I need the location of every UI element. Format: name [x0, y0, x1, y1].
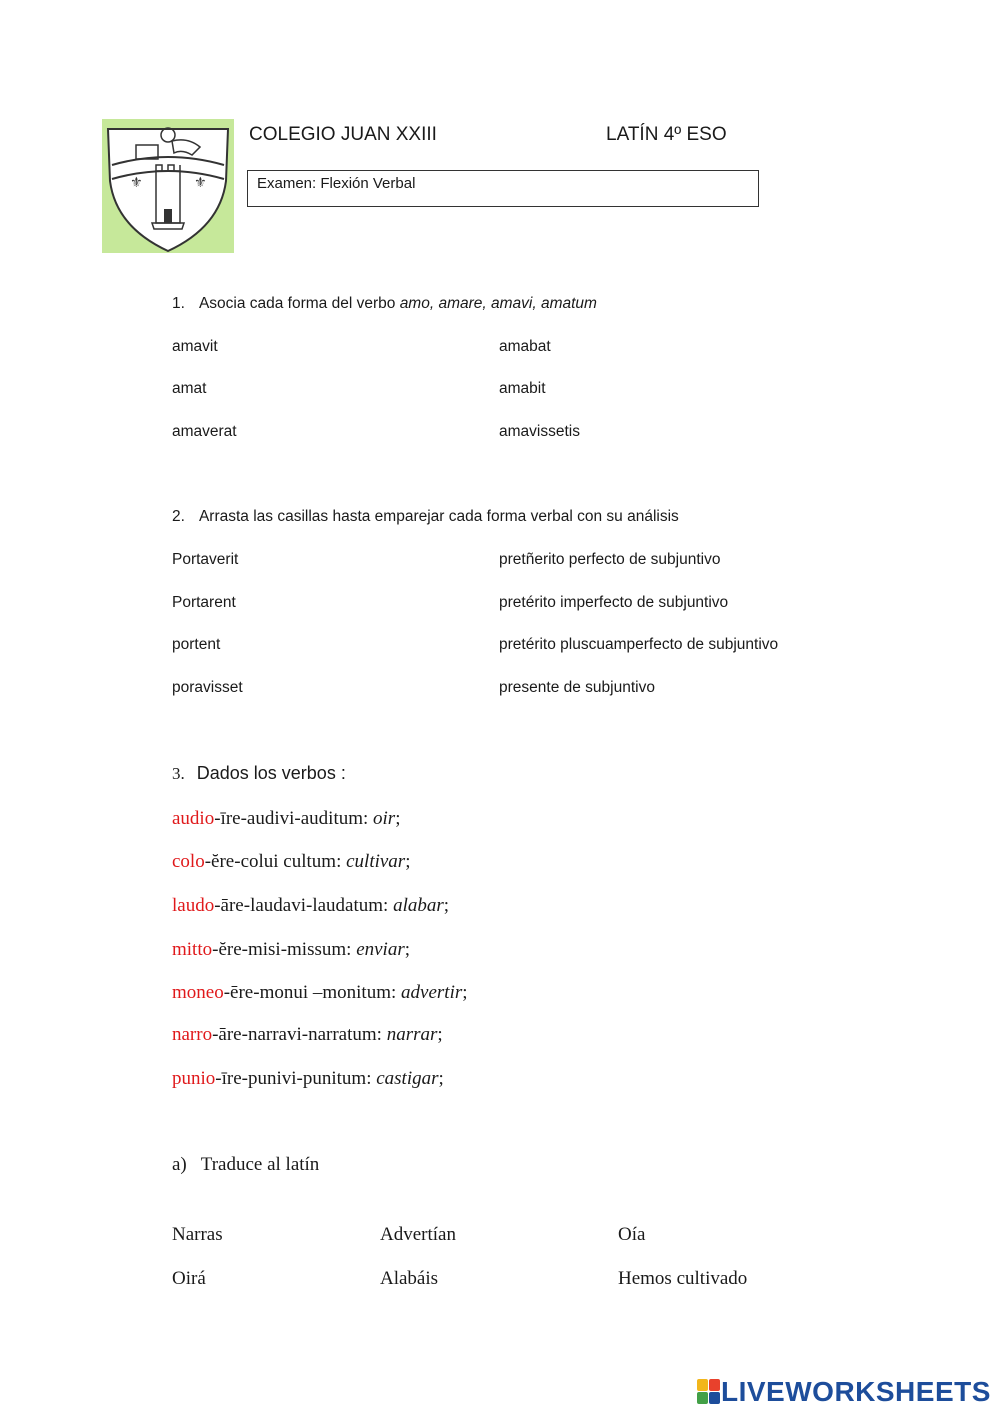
question-text: Arrasta las casillas hasta emparejar cada forma verbal con su análisis	[198, 508, 679, 525]
verb-meaning: castigar	[376, 1068, 439, 1089]
q2-right-item[interactable]: presente de subjuntivo	[499, 679, 655, 696]
verb-entry	[172, 982, 468, 1004]
verb-end: ;	[462, 982, 468, 1003]
svg-text:⚜: ⚜	[194, 175, 207, 191]
verb-entry	[172, 808, 401, 830]
question-text: Asocia cada forma del verbo	[198, 295, 400, 312]
translate-item: Narras	[172, 1224, 223, 1245]
verb-forms: -ĕre-misi-missum:	[212, 939, 357, 960]
verb-meaning: alabar	[393, 895, 444, 916]
svg-text:⚜: ⚜	[130, 175, 143, 191]
verb-entry	[172, 851, 411, 873]
subquestion-label: a)	[172, 1154, 187, 1175]
q2-right-item[interactable]: pretérito imperfecto de subjuntivo	[499, 594, 729, 611]
verb-end: ;	[443, 895, 450, 916]
q1-left-item[interactable]: amat	[172, 380, 207, 397]
brand-name: LIVEWORKSHEETS	[721, 1376, 991, 1407]
translate-item: Hemos cultivado	[618, 1268, 748, 1289]
verb-root: narro	[172, 1024, 213, 1045]
verb-end: ;	[437, 1024, 443, 1045]
liveworksheets-logo-icon	[697, 1379, 721, 1405]
crest-icon	[102, 119, 234, 253]
verb-end: ;	[405, 851, 411, 872]
translate-item: Oirá	[172, 1268, 206, 1289]
verb-meaning: narrar	[386, 1024, 438, 1045]
question-text: Dados los verbos :	[196, 763, 346, 783]
q2-left-item[interactable]: Portaverit	[172, 551, 239, 568]
verb-end: ;	[395, 808, 401, 829]
translate-item: Oía	[618, 1224, 646, 1245]
question-1	[172, 295, 597, 313]
verb-root: laudo	[172, 895, 215, 916]
q1-left-item[interactable]: amavit	[172, 338, 218, 355]
q1-right-item[interactable]: amabat	[499, 338, 551, 355]
course-name: LATÍN 4º ESO	[606, 124, 727, 145]
verb-end: ;	[404, 939, 411, 960]
q1-right-item[interactable]: amabit	[499, 380, 546, 397]
liveworksheets-brand	[697, 1375, 991, 1409]
verb-meaning: advertir	[401, 982, 463, 1003]
verb-end: ;	[438, 1068, 444, 1089]
verb-root: mitto	[172, 939, 213, 960]
verb-entry	[172, 895, 449, 917]
question-number: 1.	[172, 295, 185, 312]
verb-meaning: enviar	[356, 939, 405, 960]
q2-left-item[interactable]: portent	[172, 636, 221, 653]
q1-right-item[interactable]: amavissetis	[499, 423, 580, 440]
subquestion-text: Traduce al latín	[200, 1154, 320, 1175]
verb-meaning: oir	[373, 808, 396, 829]
verb-root: audio	[172, 808, 215, 829]
translate-item: Alabáis	[380, 1268, 439, 1289]
verb-forms: -ēre-monui –monitum:	[223, 982, 402, 1003]
verb-forms: -āre-narravi-narratum:	[212, 1024, 387, 1045]
subquestion-a	[172, 1154, 319, 1176]
translate-item: Advertían	[380, 1224, 456, 1245]
question-number: 3.	[172, 764, 185, 783]
verb-entry	[172, 1024, 443, 1046]
q2-left-item[interactable]: poravisset	[172, 679, 243, 696]
question-number: 2.	[172, 508, 185, 525]
verb-root: punio	[172, 1068, 216, 1089]
school-name: COLEGIO JUAN XXIII	[249, 124, 437, 145]
exam-title-box	[247, 170, 759, 207]
q1-left-item[interactable]: amaverat	[172, 423, 237, 440]
exam-title: Examen: Flexión Verbal	[257, 175, 416, 192]
school-crest-logo	[102, 119, 234, 253]
verb-root: moneo	[172, 982, 224, 1003]
question-2	[172, 508, 679, 526]
verb-root: colo	[172, 851, 205, 872]
q2-left-item[interactable]: Portarent	[172, 594, 236, 611]
verb-forms: -ĕre-colui cultum:	[204, 851, 347, 872]
verb-entry	[172, 939, 410, 961]
verb-forms: -īre-punivi-punitum:	[215, 1068, 377, 1089]
verb-entry	[172, 1068, 444, 1090]
question-verb: amo, amare, amavi, amatum	[399, 295, 597, 312]
question-3	[172, 763, 346, 784]
verb-forms: -īre-audivi-auditum:	[214, 808, 374, 829]
q2-right-item[interactable]: pretérito pluscuamperfecto de subjuntivo	[499, 636, 779, 653]
verb-forms: -āre-laudavi-laudatum:	[214, 895, 394, 916]
verb-meaning: cultivar	[346, 851, 406, 872]
q2-right-item[interactable]: pretñerito perfecto de subjuntivo	[499, 551, 721, 568]
